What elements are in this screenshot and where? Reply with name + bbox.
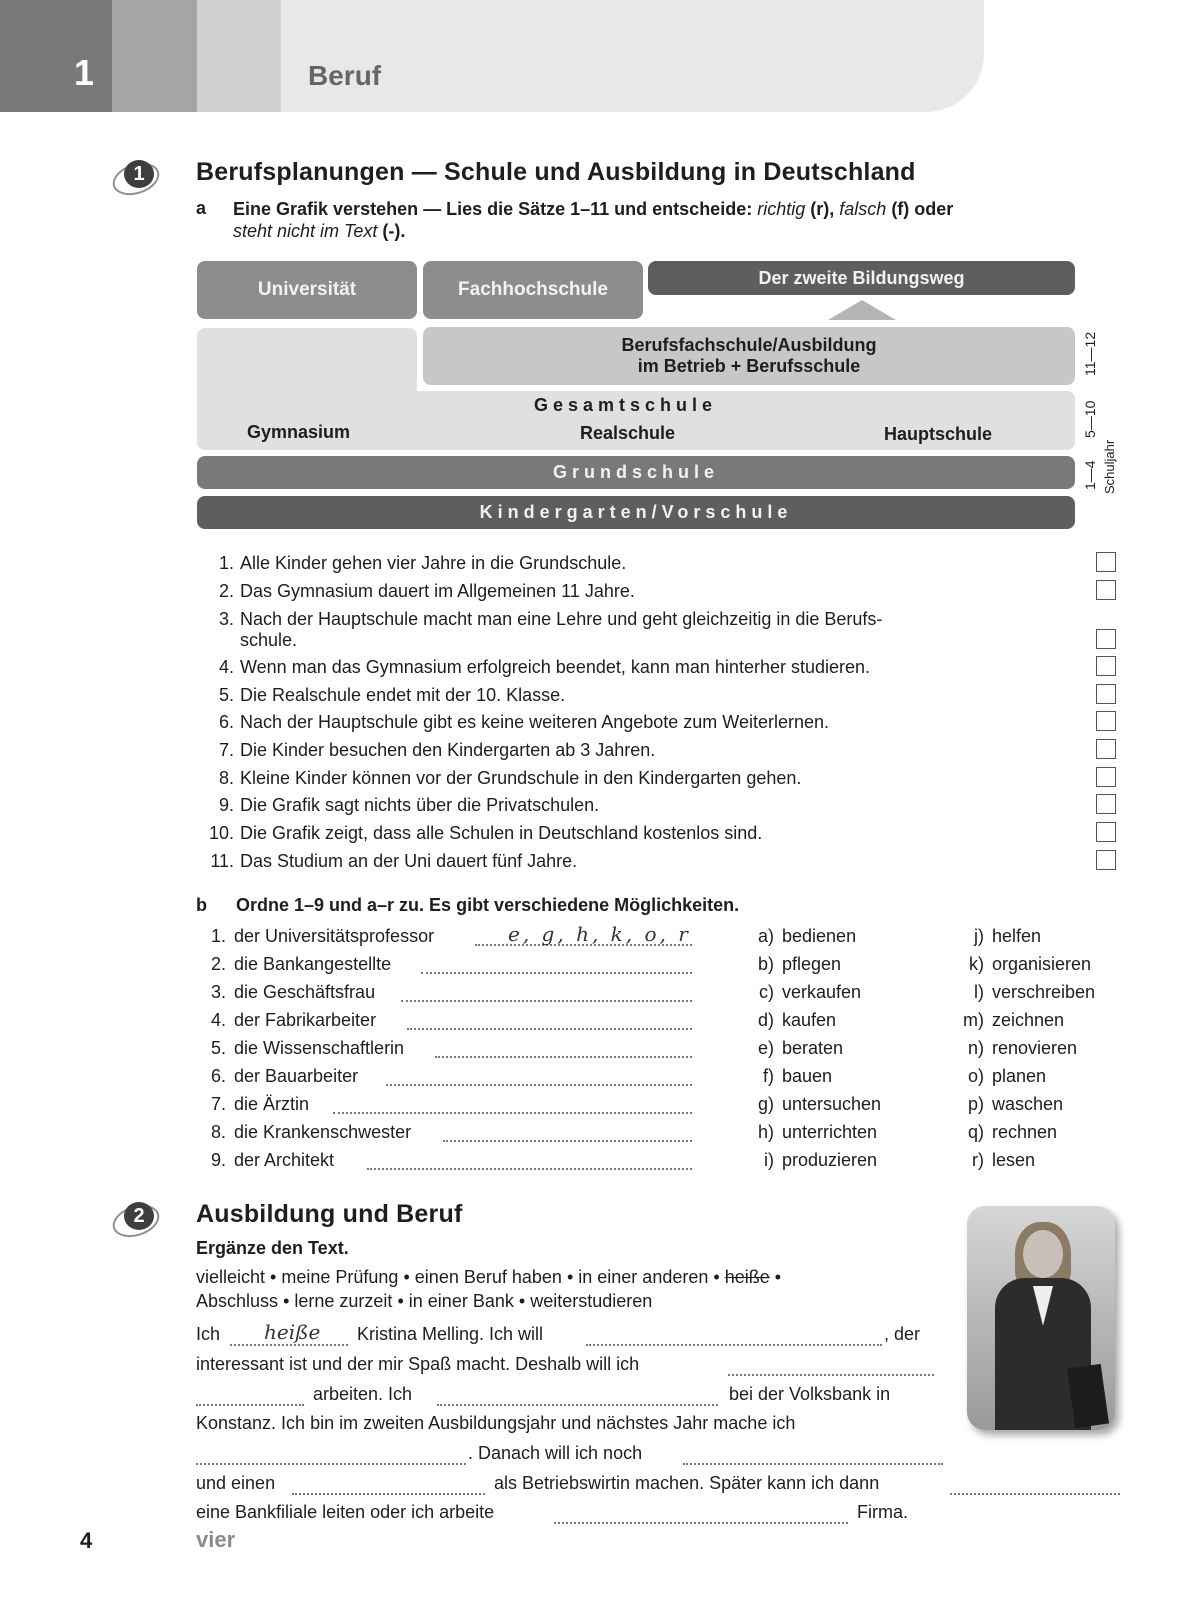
chapter-header <box>0 0 980 112</box>
word-bank-item: in einer Bank <box>408 1291 514 1311</box>
bullet-icon: • <box>403 1267 410 1287</box>
option-richtig: richtig <box>757 199 806 219</box>
block-zweiter-bildungsweg: Der zweite Bildungsweg <box>648 261 1075 295</box>
part-b-instruction: Ordne 1–9 und a–r zu. Es gibt verschiedene Möglichkeiten. <box>236 895 740 915</box>
verb-option: a) bedienen <box>757 926 857 946</box>
answer-line-7[interactable] <box>333 1094 692 1114</box>
handwritten-answer-1: e, g, h, k, o, r <box>508 922 691 946</box>
chapter-number: 1 <box>74 52 95 93</box>
statement-item: 11. Das Studium an der Uni dauert fünf Jahre. <box>210 851 578 871</box>
label-gymnasium: Gymnasium <box>247 422 351 442</box>
answer-box-3[interactable] <box>1096 629 1116 649</box>
profession-item: 9. der Architekt <box>210 1150 335 1170</box>
answer-box-6[interactable] <box>1096 711 1116 731</box>
answer-line-4[interactable] <box>407 1010 692 1030</box>
word-bank-item-used: heiße <box>724 1267 770 1287</box>
label-realschule: Realschule <box>580 423 676 443</box>
statement-item: 2. Das Gymnasium dauert im Allgemeinen 11 Jahre. <box>218 581 635 601</box>
years-11-12: 11—12 <box>1082 331 1098 376</box>
blank-9[interactable] <box>554 1504 848 1524</box>
statement-item: 5. Die Realschule endet mit der 10. Klasse. <box>218 685 566 705</box>
option-falsch-code: (f) oder <box>891 199 954 219</box>
exercise-1-badge <box>112 158 160 192</box>
verb-option: e) beraten <box>757 1038 844 1058</box>
profession-item: 8. die Krankenschwester <box>210 1122 412 1142</box>
verb-option: j) helfen <box>974 926 1042 946</box>
years-1-4: 1—4 <box>1082 460 1098 490</box>
block-kindergarten: Kindergarten/Vorschule <box>197 496 1075 529</box>
verb-option: n) renovieren <box>967 1038 1078 1058</box>
label-hauptschule: Hauptschule <box>884 424 993 444</box>
answer-line-3[interactable] <box>401 982 692 1002</box>
verb-option: p) waschen <box>967 1094 1064 1114</box>
bullet-icon: • <box>774 1267 782 1287</box>
statement-item: 6. Nach der Hauptschule gibt es keine weiteren Angebote zum Weiterlernen. <box>218 712 830 732</box>
word-bank-item: meine Prüfung <box>281 1267 399 1287</box>
word-bank-item: weiterstudieren <box>530 1291 653 1311</box>
answer-box-8[interactable] <box>1096 767 1116 787</box>
bullet-icon: • <box>270 1267 277 1287</box>
answer-box-5[interactable] <box>1096 684 1116 704</box>
bullet-icon: • <box>518 1291 526 1311</box>
option-nicht-code: (-). <box>382 221 406 241</box>
profession-item: 5. die Wissenschaftlerin <box>210 1038 405 1058</box>
profession-item: 7. die Ärztin <box>210 1094 310 1114</box>
header-block-mid <box>112 0 197 112</box>
answer-box-9[interactable] <box>1096 794 1116 814</box>
exercise-1-title: Berufsplanungen — Schule und Ausbildung in Deutschland <box>196 158 916 186</box>
option-falsch: falsch <box>839 199 887 219</box>
answer-box-2[interactable] <box>1096 580 1116 600</box>
profession-item: 4. der Fabrikarbeiter <box>210 1010 377 1030</box>
blank-2[interactable] <box>586 1326 882 1346</box>
blank-8[interactable] <box>950 1475 1120 1495</box>
handwritten-answer-heisse: heiße <box>264 1320 321 1344</box>
answer-line-9[interactable] <box>367 1150 692 1170</box>
photo-businesswoman <box>967 1206 1115 1430</box>
berufsfachschule-line1: Berufsfachschule/Ausbildung <box>621 335 877 355</box>
option-nicht: steht nicht im Text <box>233 221 378 241</box>
verb-option: o) planen <box>967 1066 1047 1086</box>
profession-item: 3. die Geschäftsfrau <box>210 982 376 1002</box>
block-fachhochschule: Fachhochschule <box>423 261 643 319</box>
header-block-dark <box>0 0 112 112</box>
chapter-title: Beruf <box>308 60 382 91</box>
bullet-icon: • <box>566 1267 574 1287</box>
header-block-light <box>197 0 281 112</box>
part-a-instruction <box>233 198 1113 242</box>
part-a-letter: a <box>196 198 207 218</box>
profession-item: 2. die Bankangestellte <box>210 954 392 974</box>
exercise-2-title: Ausbildung und Beruf <box>196 1200 463 1228</box>
verb-option: f) bauen <box>763 1066 833 1086</box>
blank-3-cont[interactable] <box>196 1386 304 1406</box>
instruction-text: Eine Grafik verstehen — Lies die Sätze 1–11 und entscheide: <box>233 199 753 219</box>
verb-option: k) organisieren <box>969 954 1092 974</box>
answer-line-8[interactable] <box>443 1122 692 1142</box>
school-year-axis <box>1082 331 1102 494</box>
verb-option: g) untersuchen <box>757 1094 882 1114</box>
exercise-2-instruction: Ergänze den Text. <box>196 1238 349 1258</box>
answer-line-5[interactable] <box>435 1038 692 1058</box>
statement-item: 3. Nach der Hauptschule macht man eine Lehre und geht gleichzeitig in die Berufs- schule. <box>218 609 883 650</box>
page-number: 4 <box>80 1528 93 1553</box>
verb-option: c) verkaufen <box>759 982 862 1002</box>
block-universitaet: Universität <box>197 261 417 319</box>
verb-option: i) produzieren <box>764 1150 878 1170</box>
verb-option: b) pflegen <box>757 954 842 974</box>
statement-item: 4. Wenn man das Gymnasium erfolgreich beendet, kann man hinterher studieren. <box>218 657 871 677</box>
verb-option: h) unterrichten <box>757 1122 878 1142</box>
blank-7[interactable] <box>292 1475 485 1495</box>
verb-option: q) rechnen <box>967 1122 1058 1142</box>
verb-option: l) verschreiben <box>974 982 1096 1002</box>
exercise-number: 1 <box>124 160 154 188</box>
header-title-band <box>281 0 984 112</box>
label-gesamtschule: Gesamtschule <box>534 395 718 415</box>
bullet-icon: • <box>283 1291 290 1311</box>
word-bank-item: in einer anderen <box>578 1267 709 1287</box>
verb-option: r) lesen <box>972 1150 1036 1170</box>
profession-item: 1. der Universitätsprofessor <box>210 926 435 946</box>
blank-5[interactable] <box>196 1445 466 1465</box>
part-b-letter: b <box>196 895 207 915</box>
years-5-10: 5—10 <box>1082 400 1098 438</box>
page-number-word: vier <box>196 1527 236 1552</box>
arrow-up-icon <box>828 300 896 320</box>
statement-item: 10. Die Grafik zeigt, dass alle Schulen in Deutschland kostenlos sind. <box>208 823 763 843</box>
answer-line-2[interactable] <box>421 954 692 974</box>
statement-item: 1. Alle Kinder gehen vier Jahre in die Grundschule. <box>218 553 627 573</box>
profession-item: 6. der Bauarbeiter <box>210 1066 359 1086</box>
statement-item: 9. Die Grafik sagt nichts über die Privatschulen. <box>218 795 600 815</box>
word-bank-item: lerne zurzeit <box>294 1291 393 1311</box>
answer-box-11[interactable] <box>1096 850 1116 870</box>
verb-option: d) kaufen <box>757 1010 837 1030</box>
word-bank-item: vielleicht <box>196 1267 266 1287</box>
bullet-icon: • <box>397 1291 404 1311</box>
statement-item: 8. Kleine Kinder können vor der Grundschule in den Kindergarten gehen. <box>218 768 802 788</box>
blank-3[interactable] <box>728 1356 934 1376</box>
berufsfachschule-line2: im Betrieb + Berufsschule <box>637 356 861 376</box>
word-bank-item: Abschluss <box>196 1291 279 1311</box>
answer-line-6[interactable] <box>386 1066 692 1086</box>
bullet-icon: • <box>713 1267 720 1287</box>
exercise-number: 2 <box>124 1202 154 1230</box>
answer-box-10[interactable] <box>1096 822 1116 842</box>
block-berufsfachschule <box>423 327 1075 385</box>
word-bank-item: einen Beruf haben <box>414 1267 562 1287</box>
block-grundschule: Grundschule <box>197 456 1075 489</box>
option-richtig-code: (r), <box>810 199 835 219</box>
verb-option: m) zeichnen <box>963 1010 1065 1030</box>
answer-box-7[interactable] <box>1096 739 1116 759</box>
blank-6[interactable] <box>683 1445 943 1465</box>
statement-item: 7. Die Kinder besuchen den Kindergarten ab 3 Jahren. <box>218 740 656 760</box>
blank-4[interactable] <box>437 1386 718 1406</box>
schuljahr-label: Schuljahr <box>1102 439 1117 494</box>
exercise-2-badge <box>112 1200 160 1234</box>
answer-box-4[interactable] <box>1096 656 1116 676</box>
answer-box-1[interactable] <box>1096 552 1116 572</box>
